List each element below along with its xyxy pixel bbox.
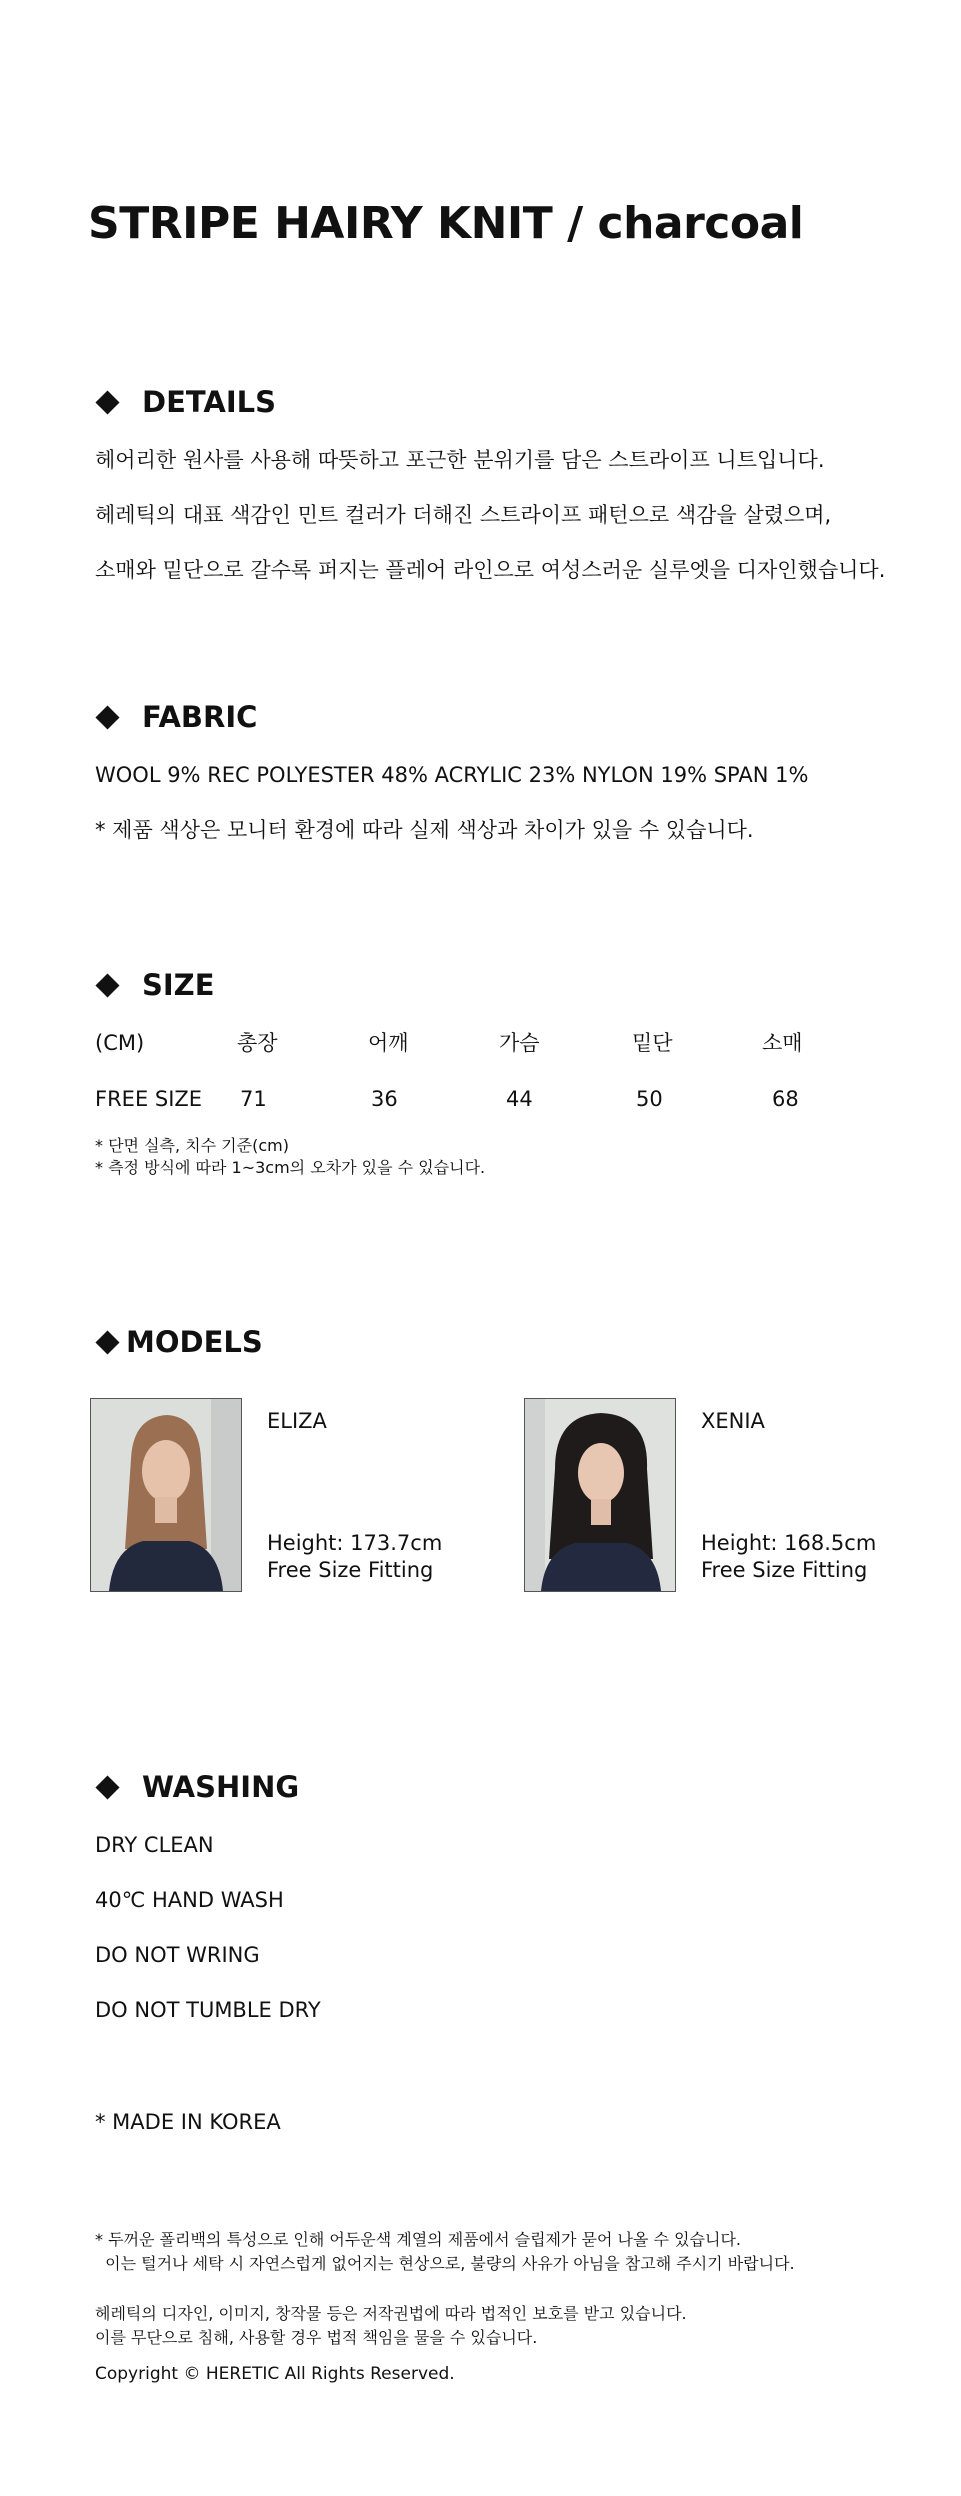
footer-copyright: Copyright © HERETIC All Rights Reserved. — [95, 2364, 455, 2384]
model-photo-xenia — [524, 1398, 676, 1592]
size-cell: 68 — [772, 1087, 799, 1111]
fabric-heading — [95, 700, 257, 734]
footer-copyright-notice: 헤레틱의 디자인, 이미지, 창작물 등은 저작권법에 따라 법적인 보호를 받고 있습니다. — [95, 2304, 687, 2323]
fabric-composition: WOOL 9% REC POLYESTER 48% ACRYLIC 23% NYLON 19% SPAN 1% — [95, 763, 809, 787]
washing-instruction: DRY CLEAN — [95, 1833, 214, 1857]
footer-copyright-notice: 이를 무단으로 침해, 사용할 경우 법적 책임을 물을 수 있습니다. — [95, 2328, 538, 2347]
size-row-label: FREE SIZE — [95, 1087, 203, 1111]
size-column-header: 가슴 — [499, 1031, 540, 1055]
diamond-bullet-icon — [95, 705, 119, 729]
washing-heading — [95, 1770, 299, 1804]
washing-instruction: 40℃ HAND WASH — [95, 1888, 284, 1912]
washing-instruction: DO NOT WRING — [95, 1943, 260, 1967]
size-column-header: 총장 — [237, 1031, 278, 1055]
size-heading — [95, 968, 215, 1002]
model-height: Height: 168.5cm — [701, 1531, 877, 1555]
footer-notice-line: 이는 털거나 세탁 시 자연스럽게 없어지는 현상으로, 불량의 사유가 아님을 참고해 주시기 바랍니다. — [95, 2254, 795, 2273]
details-heading — [95, 385, 276, 419]
washing-heading-label: WASHING — [142, 1770, 300, 1804]
size-note: * 측정 방식에 따라 1~3cm의 오차가 있을 수 있습니다. — [95, 1158, 486, 1177]
size-cell: 44 — [506, 1087, 533, 1111]
models-heading — [95, 1325, 263, 1359]
size-heading-label: SIZE — [142, 968, 215, 1002]
model-name: XENIA — [701, 1409, 765, 1433]
diamond-bullet-icon — [95, 1330, 119, 1354]
model-fit: Free Size Fitting — [267, 1558, 434, 1582]
fabric-note: * 제품 색상은 모니터 환경에 따라 실제 색상과 차이가 있을 수 있습니다. — [95, 818, 754, 842]
made-in-label: * MADE IN KOREA — [95, 2110, 281, 2134]
size-column-header: (CM) — [95, 1031, 145, 1055]
size-cell: 71 — [240, 1087, 267, 1111]
size-cell: 36 — [371, 1087, 398, 1111]
size-cell: 50 — [636, 1087, 663, 1111]
size-note: * 단면 실측, 치수 기준(cm) — [95, 1136, 289, 1155]
page-title: STRIPE HAIRY KNIT / charcoal — [88, 198, 804, 249]
footer-notice-line: * 두꺼운 폴리백의 특성으로 인해 어두운색 계열의 제품에서 슬립제가 묻어 나올 수 있습니다. — [95, 2230, 741, 2249]
details-line: 소매와 밑단으로 갈수록 퍼지는 플레어 라인으로 여성스러운 실루엣을 디자인했습니다. — [95, 558, 886, 582]
model-name: ELIZA — [267, 1409, 327, 1433]
model-fit: Free Size Fitting — [701, 1558, 868, 1582]
model-photo-eliza — [90, 1398, 242, 1592]
size-column-header: 어깨 — [368, 1031, 409, 1055]
washing-instruction: DO NOT TUMBLE DRY — [95, 1998, 321, 2022]
size-column-header: 소매 — [762, 1031, 803, 1055]
diamond-bullet-icon — [95, 390, 119, 414]
fabric-heading-label: FABRIC — [142, 700, 258, 734]
details-line: 헤레틱의 대표 색감인 민트 컬러가 더해진 스트라이프 패턴으로 색감을 살렸으며, — [95, 503, 832, 527]
diamond-bullet-icon — [95, 973, 119, 997]
details-heading-label: DETAILS — [142, 385, 277, 419]
details-line: 헤어리한 원사를 사용해 따뜻하고 포근한 분위기를 담은 스트라이프 니트입니다. — [95, 448, 825, 472]
models-heading-label: MODELS — [126, 1325, 263, 1359]
size-column-header: 밑단 — [632, 1031, 673, 1055]
diamond-bullet-icon — [95, 1775, 119, 1799]
model-height: Height: 173.7cm — [267, 1531, 443, 1555]
